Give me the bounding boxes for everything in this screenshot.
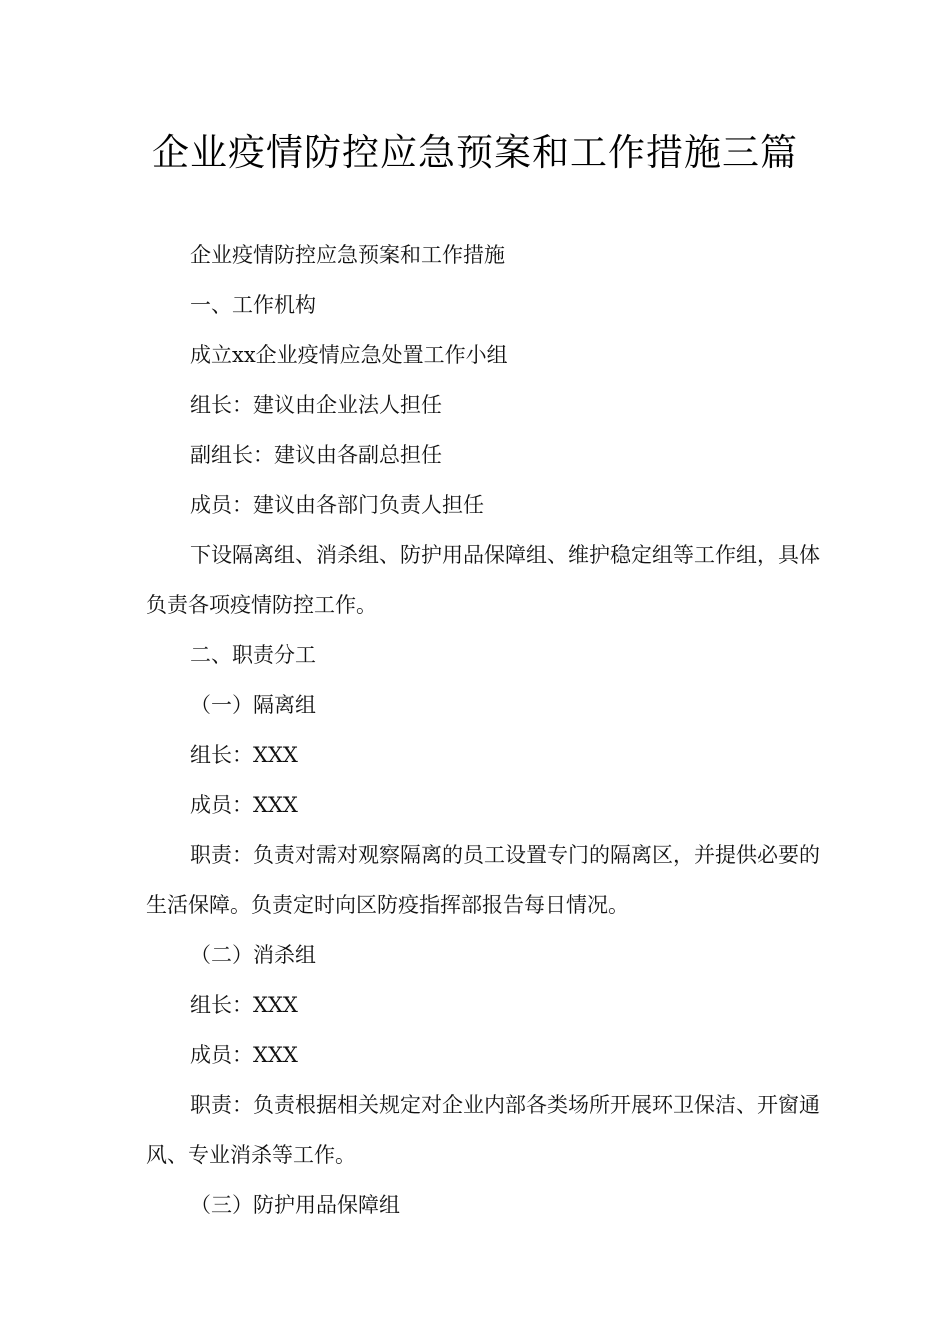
paragraph: 成员：XXX bbox=[190, 1043, 298, 1067]
paragraph: 职责：负责对需对观察隔离的员工设置专门的隔离区，并提供必要的生活保障。负责定时向区防疫指挥部报告每日情况。 bbox=[146, 843, 820, 917]
section-heading-organization: 一、工作机构 bbox=[190, 293, 316, 317]
paragraph: 成员：建议由各部门负责人担任 bbox=[190, 493, 484, 517]
paragraph: 下设隔离组、消杀组、防护用品保障组、维护稳定组等工作组，具体负责各项疫情防控工作。 bbox=[146, 543, 820, 617]
paragraph: 职责：负责根据相关规定对企业内部各类场所开展环卫保洁、开窗通风、专业消杀等工作。 bbox=[146, 1093, 820, 1167]
paragraph-subtitle: 企业疫情防控应急预案和工作措施 bbox=[190, 243, 505, 267]
paragraph: 成员：XXX bbox=[190, 793, 298, 817]
paragraph: 组长：XXX bbox=[190, 993, 298, 1017]
paragraph: 组长：XXX bbox=[190, 743, 298, 767]
subsection-heading-disinfection: （二）消杀组 bbox=[190, 943, 316, 967]
document-title: 企业疫情防控应急预案和工作措施三篇 bbox=[152, 131, 798, 174]
section-heading-duties: 二、职责分工 bbox=[190, 643, 316, 667]
subsection-heading-isolation: （一）隔离组 bbox=[190, 693, 316, 717]
document-body bbox=[146, 230, 826, 1230]
subsection-heading-protective-supplies: （三）防护用品保障组 bbox=[190, 1193, 400, 1217]
paragraph: 副组长：建议由各副总担任 bbox=[190, 443, 442, 467]
paragraph: 组长：建议由企业法人担任 bbox=[190, 393, 442, 417]
paragraph: 成立xx企业疫情应急处置工作小组 bbox=[190, 343, 508, 367]
